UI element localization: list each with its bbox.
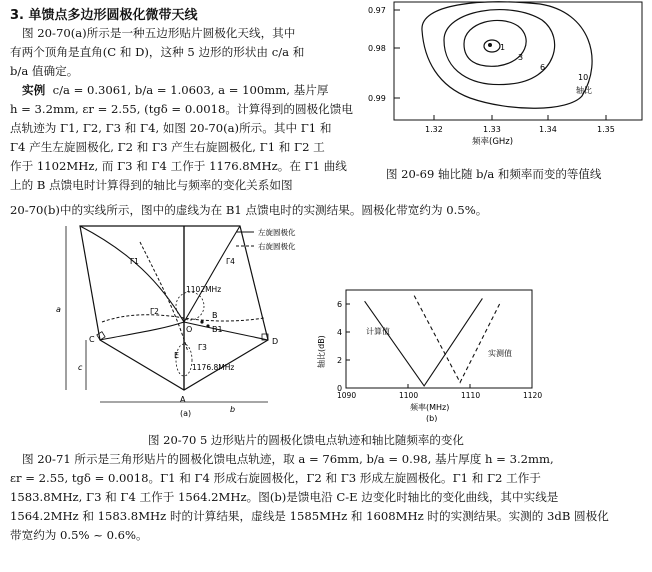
freq-marker-1102 <box>176 292 204 320</box>
example-line <box>10 81 353 100</box>
fig69-ytick: 0.98 <box>368 44 386 53</box>
intro-paragraph <box>10 24 353 195</box>
fig69-xtick: 1.35 <box>597 125 615 134</box>
point-label-a: A <box>180 395 186 404</box>
freq-label-1176: 1176.8MHz <box>192 363 235 372</box>
point-label-e: E <box>174 351 180 360</box>
example-text: c/a = 0.3061, b/a = 1.0603, a = 100mm, 基片厚 <box>52 83 329 97</box>
fig69-legend-word: 轴比 <box>576 86 592 95</box>
series-label-calc: 计算值 <box>366 327 390 336</box>
fig69-ytick: 0.97 <box>368 6 386 15</box>
x-tick-label: 1110 <box>461 391 481 400</box>
para71-line: 图 20-71 所示是三角形贴片的圆极化馈电点轨迹，取 a = 76mm, b/a = 0.98, 基片厚度 h = 3.2mm, <box>22 452 554 466</box>
chart-frame <box>346 290 532 388</box>
fig69-caption: 图 20-69 轴比随 b/a 和频率而变的等值线 <box>386 167 602 181</box>
sub-label-b: (b) <box>426 414 438 422</box>
gamma-label: Γ1 <box>130 257 139 266</box>
contour-center-dot <box>488 43 492 47</box>
para71-line: 带宽约为 0.5% ~ 0.6%。 <box>10 528 148 542</box>
figure-20-70b <box>310 282 550 422</box>
point-label-c: C <box>89 335 95 344</box>
point-b <box>200 320 203 323</box>
contour-3 <box>464 20 526 66</box>
point-label-o: O <box>186 325 193 334</box>
gamma-label: Γ4 <box>226 257 235 266</box>
example-line: Γ4 产生左旋圆极化, Γ2 和 Γ3 产生右旋圆极化, Γ1 和 Γ2 工 <box>10 140 325 154</box>
para71-line: εr = 2.55, tgδ = 0.0018。Γ1 和 Γ4 形成右旋圆极化，Γ2 和 Γ3 形成左旋圆极化。Γ1 和 Γ2 工作于 <box>10 471 541 485</box>
intro-line: 有两个顶角是直角(C 和 D)，这种 5 边形的形状由 c/a 和 <box>10 45 305 59</box>
y-tick-label: 0 <box>337 384 343 393</box>
sub-label-a: (a) <box>180 409 192 418</box>
example-full-line: 20-70(b)中的实线所示，图中的虚线为在 B1 点馈电时的实测结果。圆极化带宽约为 0.5%。 <box>10 203 488 217</box>
y-tick-label: 4 <box>337 328 343 337</box>
example-label: 实例 <box>22 83 46 97</box>
para71-line: 1564.2MHz 和 1583.8MHz 时的计算结果，虚线是 1585MHz 和 1608MHz 时的实测结果。实测的 3dB 圆极化 <box>10 509 609 523</box>
pentagon-outline <box>80 226 268 390</box>
para-20-71 <box>10 450 609 545</box>
x-tick-label: 1120 <box>523 391 543 400</box>
figure-20-69 <box>360 0 652 162</box>
fig70-caption: 图 20-70 5 边形贴片的圆极化馈电点轨迹和轴比随频率的变化 <box>148 433 464 447</box>
point-label-b: B <box>212 311 218 320</box>
fig69-xlabel: 频率(GHz) <box>472 137 514 147</box>
para71-line: 1583.8MHz, Γ3 和 Γ4 工作于 1564.2MHz。图(b)是馈电沿 C-E 边变化时轴比的变化曲线，其中实线是 <box>10 490 559 504</box>
fig69-ytick: 0.99 <box>368 94 386 103</box>
chart-ylabel: 轴比(dB) <box>317 335 326 368</box>
section-title: 3. 单馈点多边形圆极化微带天线 <box>10 8 198 23</box>
point-label-d: D <box>272 337 279 346</box>
chart-xlabel: 频率(MHz) <box>410 403 450 412</box>
series-label-meas: 实测值 <box>488 349 512 358</box>
gamma-label: Γ2 <box>150 307 159 316</box>
fig69-xtick: 1.32 <box>425 125 443 134</box>
contour-10 <box>422 2 592 108</box>
contour-1 <box>484 40 500 52</box>
dim-label-a: a <box>56 305 61 314</box>
gamma4-curve <box>184 226 240 322</box>
fig69-xtick: 1.34 <box>539 125 557 134</box>
contour-label: 1 <box>500 43 506 52</box>
gamma3-curve <box>140 242 188 352</box>
contour-label: 6 <box>540 63 546 72</box>
figure-20-70a <box>40 222 310 418</box>
legend-label-lhcp: 左旋圆极化 <box>258 228 296 237</box>
x-tick-label: 1090 <box>337 391 357 400</box>
y-tick-label: 2 <box>337 356 343 365</box>
freq-label-1102: 1102MHz <box>186 285 222 294</box>
dim-label-b: b <box>230 405 236 414</box>
example-line: 点轨迹为 Γ1, Γ2, Γ3 和 Γ4, 如图 20-70(a)所示。其中 Γ1 和 <box>10 121 332 135</box>
dim-label-c: c <box>78 363 83 372</box>
fig69-xtick: 1.33 <box>483 125 501 134</box>
intro-line: 图 20-70(a)所示是一种五边形贴片圆极化天线，其中 <box>22 26 296 40</box>
example-line: 上的 B 点馈电时计算得到的轴比与频率的变化关系如图 <box>10 178 293 192</box>
legend-label-rhcp: 右旋圆极化 <box>258 242 296 251</box>
gamma-lower-right <box>184 322 268 340</box>
contour-label: 10 <box>578 73 589 82</box>
example-line: 作于 1102MHz, 而 Γ3 和 Γ4 工作于 1176.8MHz。在 Γ1 曲线 <box>10 159 347 173</box>
gamma-lower-left <box>100 322 184 340</box>
x-tick-label: 1100 <box>399 391 419 400</box>
point-b1 <box>206 324 209 327</box>
series-line-meas <box>414 296 501 383</box>
gamma1-curve <box>80 226 184 322</box>
example-line: h = 3.2mm, εr = 2.55, (tgδ = 0.0018。计算得到的圆极化馈电 <box>10 102 353 116</box>
intro-line: b/a 值确定。 <box>10 64 79 78</box>
point-label-b1: B1 <box>212 325 223 334</box>
contour-label: 3 <box>518 53 524 62</box>
y-tick-label: 6 <box>337 300 343 309</box>
gamma-label: Γ3 <box>198 343 207 352</box>
